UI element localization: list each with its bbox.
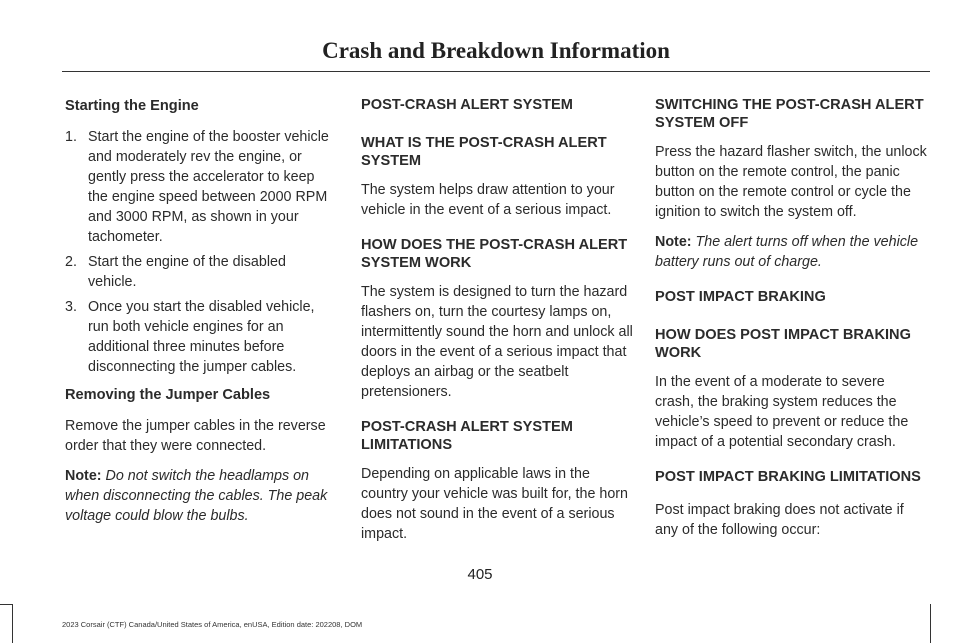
step-number: 3.	[65, 299, 77, 315]
note-headlamps	[65, 466, 337, 526]
page-header-title: Crash and Breakdown Information	[322, 38, 670, 63]
note-alert-off	[655, 232, 927, 272]
text-what-is: The system helps draw attention to your vehicle in the event of a serious impact.	[361, 182, 615, 218]
step-text: Start the engine of the booster vehicle and moderately rev the engine, or gently press the accelerator to keep the engine speed between 2000 RPM and 3000 RPM, as shown in your tachometer.	[88, 129, 329, 245]
text-switching-off: Press the hazard flasher switch, the unlock button on the remote control, the panic button on the remote control or cycle the ignition to switch the system off.	[655, 144, 927, 220]
note-text: The alert turns off when the vehicle battery runs out of charge.	[655, 234, 919, 270]
note-label: Note:	[655, 234, 692, 250]
crop-mark	[12, 604, 13, 643]
crop-mark	[930, 604, 931, 643]
heading-post-impact-braking: POST IMPACT BRAKING	[655, 289, 826, 305]
heading-pib-limitations: POST IMPACT BRAKING LIMITATIONS	[655, 469, 921, 485]
heading-post-crash-alert: POST-CRASH ALERT SYSTEM	[361, 97, 573, 113]
heading-how-works: HOW DOES THE POST-CRASH ALERT SYSTEM WORK	[361, 237, 628, 271]
text-pib-limitations: Post impact braking does not activate if any of the following occur:	[655, 502, 904, 538]
footer-edition: 2023 Corsair (CTF) Canada/United States of America, enUSA, Edition date: 202208, DOM	[62, 620, 363, 629]
heading-switching-off: SWITCHING THE POST-CRASH ALERT SYSTEM OFF	[655, 97, 924, 131]
column-left	[65, 96, 337, 536]
step-number: 1.	[65, 129, 77, 145]
column-middle	[361, 96, 633, 554]
heading-starting-engine: Starting the Engine	[65, 98, 199, 114]
text-pib-how: In the event of a moderate to severe crash, the braking system reduces the vehicle’s speed to prevent or reduce the impact of a potential secondary crash.	[655, 374, 909, 450]
heading-pib-how: HOW DOES POST IMPACT BRAKING WORK	[655, 327, 911, 361]
step-item	[65, 127, 337, 247]
heading-removing-cables: Removing the Jumper Cables	[65, 387, 271, 403]
note-label: Note:	[65, 468, 102, 484]
crop-mark	[0, 604, 12, 605]
column-right	[655, 96, 927, 550]
heading-limitations: POST-CRASH ALERT SYSTEM LIMITATIONS	[361, 419, 573, 453]
step-item	[65, 297, 337, 377]
text-limitations: Depending on applicable laws in the country your vehicle was built for, the horn does not sound in the event of a serious impact.	[361, 466, 629, 542]
note-text: Do not switch the headlamps on when disconnecting the cables. The peak voltage could blow the bulbs.	[65, 468, 328, 524]
page-number: 405	[467, 566, 493, 583]
step-number: 2.	[65, 254, 77, 270]
step-text: Start the engine of the disabled vehicle.	[88, 254, 286, 290]
removing-text: Remove the jumper cables in the reverse order that they were connected.	[65, 418, 326, 454]
heading-what-is: WHAT IS THE POST-CRASH ALERT SYSTEM	[361, 135, 607, 169]
step-item	[65, 252, 337, 292]
steps-list	[65, 127, 337, 377]
step-text: Once you start the disabled vehicle, run both vehicle engines for an additional three minutes before disconnecting the jumper cables.	[88, 299, 315, 375]
header-rule	[62, 71, 930, 72]
text-how-works: The system is designed to turn the hazard flashers on, turn the courtesy lamps on, intermittently sound the horn and unlock all doors in the event of a serious impact that deploys an airbag or the seatbelt pretensioners.	[361, 284, 633, 400]
